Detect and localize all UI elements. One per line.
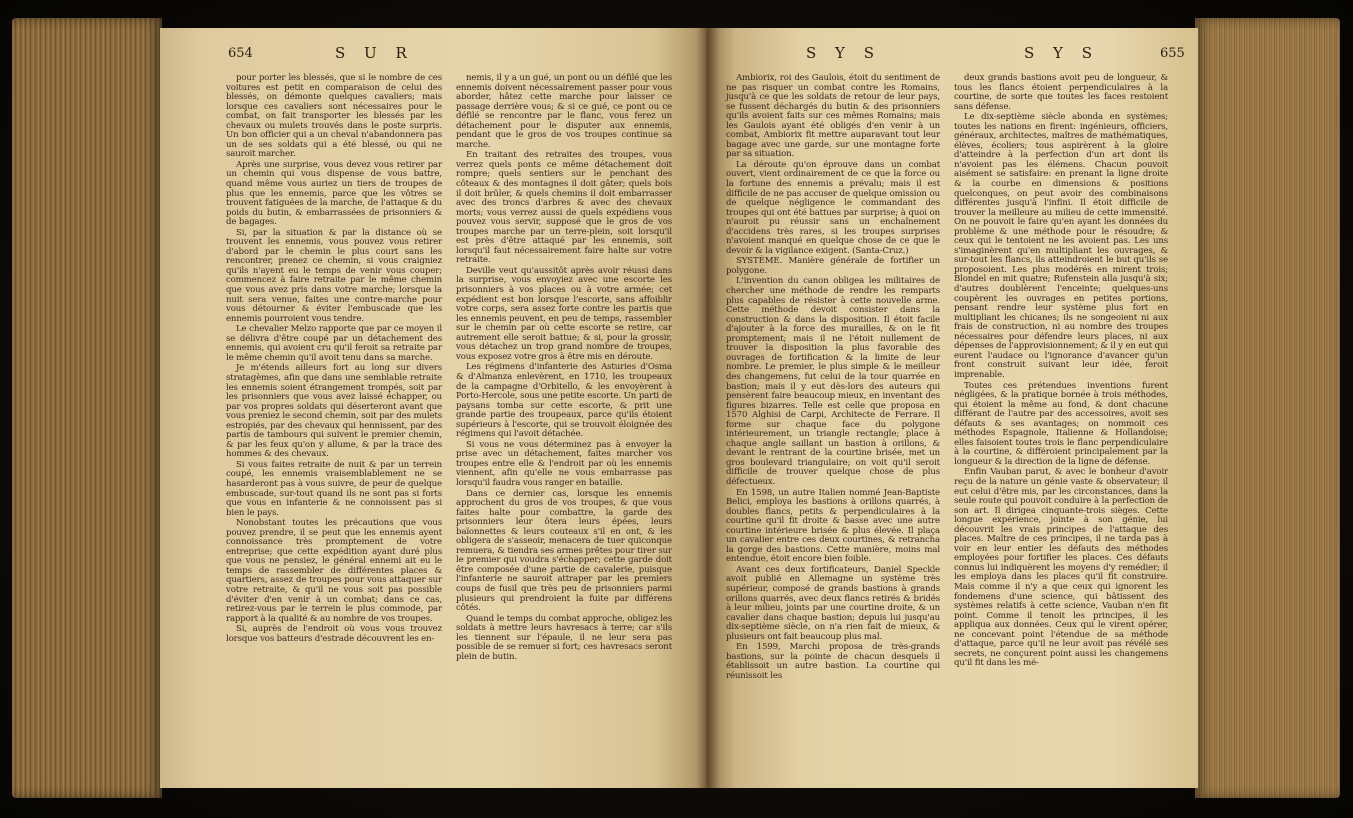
right-page [706,28,1198,788]
right-page-edges [1195,18,1340,798]
paragraph: Les régimens d'infanterie des Asturies d'Osma & d'Almanza enlevèrent, en 1710, les troupeaux de la campagne d'Orbitello, & les envoyèrent à Porto-Hercole, sous une petite escorte. Un parti de paysans tomba sur cette escorte, & prit une grande partie des troupeaux, parce qu'ils étoient supérieurs à l'escorte, qui se trouvoit éloignée des régimens qui l'avoit détachée. [456,362,672,440]
left-column-1 [226,74,442,645]
paragraph: En traitant des retraites des troupes, vous verrez quels ponts ce même détachement doit rompre; quels sentiers sur le penchant des côteaux & des montagnes il doit gâter; quels bois il doit brûler, & quels chemins il doit embarrasser avec des troncs d'arbres & avec des chevaux morts; vous verrez aussi de quels expédiens vous pouvez vous servir, supposé que le gros de vos troupes marche par un terre-plein, soit lorsqu'il est près d'être attaqué par les ennemis, soit lorsqu'il faut nécessairement faire halte sur votre retraite. [456,150,672,266]
left-page [160,28,708,788]
paragraph: deux grands bastions avoit peu de longueur, & tous les flancs étoient perpendiculaires à la courtine, de sorte que toutes les faces restoient sans défense. [954,73,1168,112]
paragraph: En 1599, Marchi proposa de très-grands bastions, sur la pointe de chacun desquels il établissoit un autre bastion. La courtine qui réunissoit les [726,642,940,681]
page-number: 654 [228,46,253,61]
paragraph: L'invention du canon obligea les militaires de chercher une méthode de rendre les remparts plus capables de résister à cette nouvelle arme. Cette méthode devoit consister dans la construction & dans la disposition. Il étoit facile d'ajouter à la force des murailles, & on le fit promptement; mais il ne l'étoit nullement de trouver la disposition la plus favorable des ouvrages de fortification & la limite de leur nombre. Le premier, le plus simple & le meilleur des changemens, fut celui de la tour quarrée en bastion; mais il y eut dès-lors des auteurs qui pensèrent faire beaucoup mieux, en inventant des figures bizarres. Telle est celle que proposa en 1570 Alghisi de Carpi, Architecte de Ferrare. Il forme sur chaque face du polygone intérieurement, un triangle rectangle; place à chaque angle saillant un bastion à orillons, & devant le rentrant de la courtine brisée, met un gros boulevard triangulaire; on voit qu'il seroit difficile de trouver quelque chose de plus défectueux. [726,276,940,487]
running-head-right: S Y S [1024,44,1099,62]
paragraph: Quand le temps du combat approche, obligez les soldats à mettre leurs havresacs à terre; car s'ils les tiennent sur l'épaule, il ne leur sera pas possible de se remuer si fort; ces havresacs seront plein de butin. [456,613,672,662]
paragraph: Si, auprès de l'endroit où vous vous trouvez lorsque vos batteurs d'estrade découvrent les en- [226,624,442,644]
paragraph: En 1598, un autre Italien nommé Jean-Baptiste Belici, employa les bastions à orillons quarrés, à doubles flancs, petits & perpendiculaires à la courtine qu'il fit droite & basse avec une autre courtine intérieure brisée & plus élevée. Il plaça un cavalier entre ces deux courtines, & retrancha la gorge des bastions. Cette manière, moins mal entendue, étoit encore bien foible. [726,487,940,565]
paragraph: SYSTÈME. Manière générale de fortifier un polygone. [726,256,940,276]
paragraph: Toutes ces prétendues inventions furent négligées, & la pratique bornée à trois méthodes, qui étoient la même au fond, & dont chacune différant de l'autre par des accessoires, avoit ses défauts & ses avantages; on nommoit ces méthodes Espagnole, Italienne & Hollandoise; elles faisoient toutes trois le flanc perpendiculaire à la courtine, & différoient principalement par la longueur & la direction de la ligne de défense. [954,380,1168,467]
paragraph: Le dix-septième siècle abonda en systèmes; toutes les nations en firent: ingénieurs, officiers, généraux, architectes, maîtres de mathématiques, élèves, écoliers; tous aspirèrent à la gloire d'atteindre à la perfection d'un art dont ils n'avoient pas les élémens. Chacun pouvoit aisément se satisfaire: en prenant la ligne droite & la courbe en dimensions & positions quelconques, on peut avoir des combinaisons différentes jusqu'à l'infini. Il étoit difficile de trouver la meilleure au milieu de cette immensité. On ne pouvoit le faire qu'en ayant les données du problème & une méthode pour le résoudre; & ceux qui le tentoient ne les avoient pas. Les uns s'imaginèrent qu'en multipliant les ouvrages, & sur-tout les flancs, ils atteindroient le but qu'ils se proposoient. Les plus modérés en mirent trois; Blondel en mit quatre; Rufenstein alla jusqu'à six; d'autres doublèrent l'enceinte; quelques-uns coupèrent les ouvrages en petites portions, pensant rendre leur système plus fort en multipliant les chicanes; ils ne songeoient ni aux frais de construction, ni au nombre des troupes nécessaires pour défendre leurs places, ni aux dépenses de l'approvisionnement; & il y en eut qui eurent l'audace ou l'ignorance d'avancer qu'un front construit suivant leur idée, feroit imprenable. [954,112,1168,380]
paragraph: Si, par la situation & par la distance où se trouvent les ennemis, vous pouvez vous retirer d'abord par le chemin le plus court sans les rencontrer, prenez ce chemin, si vous craigniez qu'ils n'ayent eu le temps de venir vous couper; commencez à faire retraite par le même chemin que vous avez pris dans votre marche; lorsque la nuit sera venue, faites une contre-marche pour vous détourner & éviter l'embuscade que les ennemis pourroient vous tendre. [226,227,442,324]
paragraph: Ambiorix, roi des Gaulois, étoit du sentiment de ne pas risquer un combat contre les Romains, jusqu'à ce que les soldats de retour de leur pays, se fussent déchargés du butin & des prisonniers qu'ils avoient faits sur ces mêmes Romains; mais les Gaulois ayant été obligés d'en venir à un combat, Ambiorix fit mettre auparavant tout leur bagage avec une garde, sur une montagne forte par sa situation. [726,73,940,160]
book-gutter [696,28,720,788]
paragraph: Si vous faites retraite de nuit & par un terrein coupé, les ennemis vraisemblablement ne se hasarderont pas à vous suivre, de peur de quelque embuscade, sur-tout quand ils ne sont pas si forts que vous en infanterie & ne connoissent pas si bien le pays. [226,459,442,518]
left-page-edges [12,18,162,798]
paragraph: La déroute qu'on éprouve dans un combat ouvert, vient ordinairement de ce que la force ou la fortune des ennemis a prévalu; mais il est difficile de ne pas accuser de quelque omission ou de quelque négligence le commandant des troupes qui ont été battues par surprise; à quoi on n'auroit pu réussir sans un enchaînement d'accidens très rares, si les troupes surprises n'avoient manqué en quelque chose de ce que le devoir & la vigilance exigent. (Santa-Cruz.) [726,159,940,256]
paragraph: pour porter les blessés, que si le nombre de ces voitures est petit en comparaison de celui des blessés, on démonte quelques cavaliers; mais lorsque ces cavaliers sont nécessaires pour le combat, on fait transporter les blessés par les chevaux ou mulets trouvés dans le poste surpris. Un bon officier qui a un cheval n'abandonnera pas un de ses soldats qui a été blessé, ou qui ne sauroit marcher. [226,73,442,160]
right-column-2 [954,74,1168,670]
paragraph: Enfin Vauban parut, & avec le bonheur d'avoir reçu de la nature un génie vaste & observateur; il eut celui d'être mis, par les circonstances, dans la seule route qui pouvoit conduire à la perfection de son art. Il dirigea cinquante-trois sièges. Cette longue expérience, jointe à son génie, lui découvrit les vrais principes de l'attaque des places. Maître de ces principes, il ne tarda pas à voir en leur entier les défauts des méthodes employées pour fortifier les places. Ces défauts connus lui indiquèrent les moyens d'y remédier; il les employa dans les places qu'il fit construire. Mais comme il n'y a que ceux qui ignorent les fondemens d'une science, qui bâtissent des systèmes relatifs à cette science, Vauban n'en fit point. Comme il tenoit les principes, il les appliqua aux données. Ceux qui le virent opérer, ne concevant point l'étendue de sa méthode d'attaque, parce qu'il ne leur avoit pas révélé ses secrets, ne conçurent point aussi les changemens qu'il fit dans les mé- [954,467,1168,669]
right-column-1 [726,74,940,682]
paragraph: Dans ce dernier cas, lorsque les ennemis approchent du gros de vos troupes, & que vous faites halte pour combattre, la garde des prisonniers leur ôtera leurs épées, leurs baïonnettes & leurs couteaux s'il en ont, & les obligera de s'asseoir, menacera de tuer quiconque remuera, & tiendra ses armes prêtes pour tirer sur le premier qui voudra s'échapper; cette garde doit être composée d'une partie de cavalerie, puisque l'infanterie ne sauroit attraper par les premiers coups de fusil que très peu de prisonniers parmi plusieurs qui prendroient la fuite par différens côtés. [456,488,672,614]
paragraph: Nonobstant toutes les précautions que vous pouvez prendre, il se peut que les ennemis ayent connoissance très promptement de votre entreprise; que cette expédition ayant duré plus que vous ne pensiez, le général ennemi ait eu le temps de rassembler de différentes places & quartiers, assez de troupes pour vous attaquer sur votre retraite, & qu'il ne vous soit pas possible d'éviter d'en venir à un combat; dans ce cas, retirez-vous par le terrein le plus commode, par rapport à la qualité & au nombre de vos troupes. [226,518,442,624]
paragraph: Le chevalier Melzo rapporte que par ce moyen il se délivra d'être coupé par un détachement des ennemis, qui avoient cru qu'il feroit sa retraite par le même chemin qu'il avoit tenu dans sa marche. [226,324,442,363]
page-number: 655 [1160,46,1185,61]
paragraph: Deville veut qu'aussitôt après avoir réussi dans la surprise, vous envoyiez avec une escorte les prisonniers à vos places ou à votre armée; cet expédient est bon lorsque l'escorte, sans affoiblir votre corps, sera assez forte contre les partis que les ennemis peuvent, en peu de temps, rassembler sur le chemin par où cette escorte se retire, car autrement elle seroit battue; & si, pour la grossir, vous détachez un trop grand nombre de troupes, vous exposez votre gros à être mis en déroute. [456,265,672,362]
running-head: S U R [335,44,414,62]
paragraph: Je m'étends ailleurs fort au long sur divers stratagèmes, afin que dans une semblable retraite les ennemis soient étrangement trompés, soit par les prisonniers que vous avez laissé échapper, ou par vos propres soldats qui déserteront avant que vous preniez le second chemin, soit par des mulets estropiés, par des chevaux qui hennissent, par des partis de tambours qui suivent le premier chemin, & par les feux qu'on y allume, & par la trace des hommes & des chevaux. [226,363,442,460]
paragraph: Après une surprise, vous devez vous retirer par un chemin qui vous dispense de vous battre, quand même vous auriez un tiers de troupes de plus que les ennemis, parce que les vôtres se trouvent fatiguées de la marche, de l'attaque & du poids du butin, & embarrassées de prisonniers & de bagages. [226,159,442,228]
paragraph: nemis, il y a un gué, un pont ou un défilé que les ennemis doivent nécessairement passer pour vous aborder, hâtez cette marche pour laisser ce passage derrière vous; & si ce gué, ce pont ou ce défilé se rencontre par le flanc, vous ferez un détachement pour le disputer aux ennemis, pendant que le gros de vos troupes continue sa marche. [456,73,672,150]
paragraph: Avant ces deux fortificateurs, Daniel Speckle avoit publié en Allemagne un système très supérieur, composé de grands bastions à grands orillons quarrés, avec deux flancs retirés & bridés à leur milieu, joints par une courtine droite, & un cavalier dans chaque bastion; depuis lui jusqu'au dix-septième siècle, on n'a rien fait de mieux, & plusieurs ont fait beaucoup plus mal. [726,564,940,642]
paragraph: Si vous ne vous déterminez pas à envoyer la prise avec un détachement, faites marcher vos troupes entre elle & l'endroit par où les ennemis viennent, afin qu'elle ne vous embarrasse pas lorsqu'il faudra vous ranger en bataille. [456,439,672,488]
left-column-2 [456,74,672,663]
running-head-left: S Y S [806,44,881,62]
